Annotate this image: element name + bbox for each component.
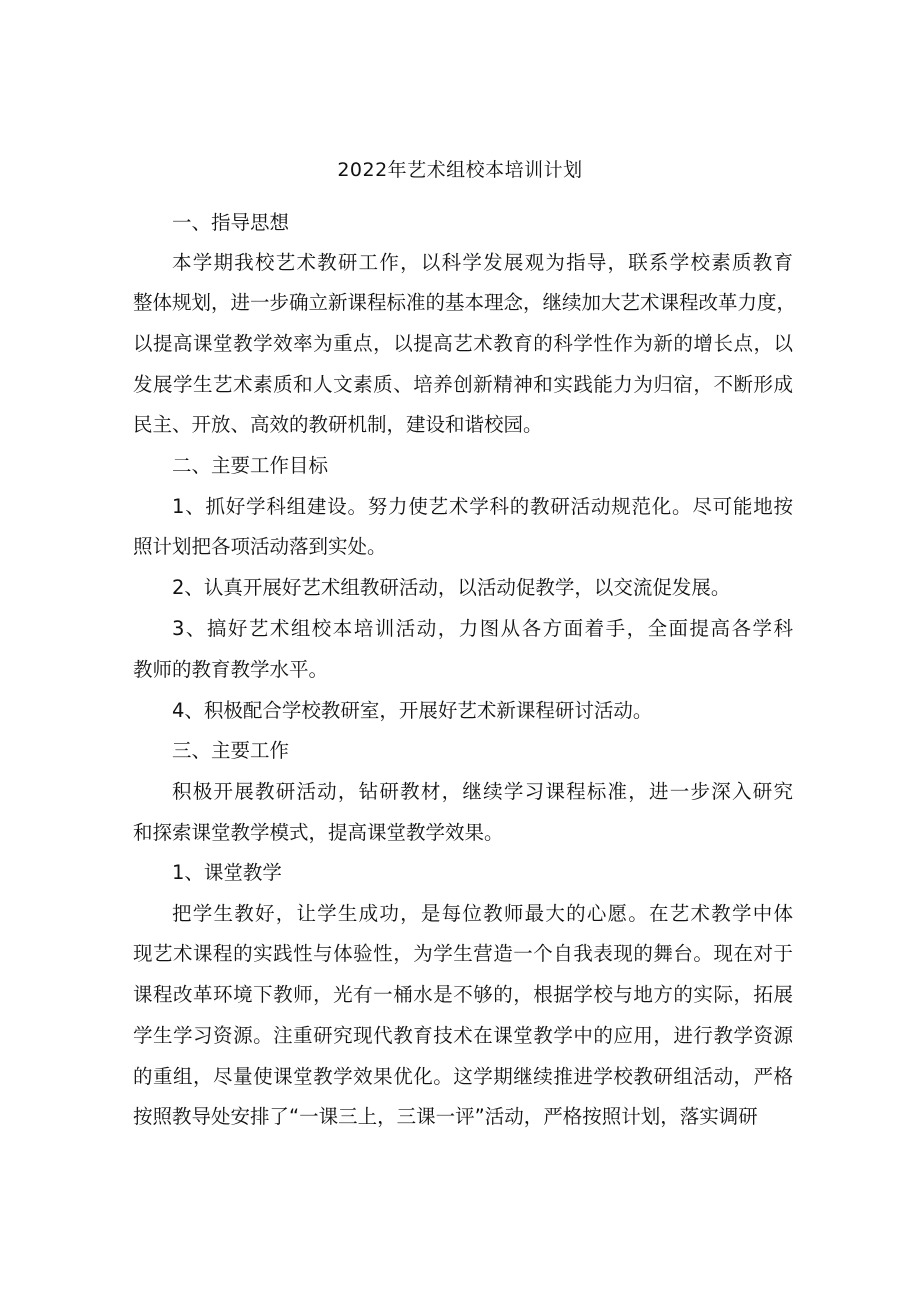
paragraph-line: 学生学习资源。注重研究现代教育技术在课堂教学中的应用，进行教学资源 xyxy=(133,1024,793,1047)
paragraph-line: 1、抓好学科组建设。努力使艺术学科的教研活动规范化。尽可能地按 xyxy=(172,495,793,518)
paragraph-line: 把学生教好，让学生成功，是每位教师最大的心愿。在艺术教学中体 xyxy=(172,902,793,925)
paragraph-line: 的重组，尽量使课堂教学效果优化。这学期继续推进学校教研组活动，严格 xyxy=(133,1065,793,1088)
paragraph-line: 民主、开放、高效的教研机制，建设和谐校园。 xyxy=(133,413,543,436)
paragraph-line: 2、认真开展好艺术组教研活动，以活动促教学，以交流促发展。 xyxy=(172,576,731,599)
paragraph-line: 现艺术课程的实践性与体验性，为学生营造一个自我表现的舞台。现在对于 xyxy=(133,942,793,965)
paragraph-line: 整体规划，进一步确立新课程标准的基本理念，继续加大艺术课程改革力度， xyxy=(133,291,797,314)
paragraph-line: 和探索课堂教学模式，提高课堂教学效果。 xyxy=(133,821,504,844)
paragraph-line: 4、积极配合学校教研室，开展好艺术新课程研讨活动。 xyxy=(172,699,653,722)
section-heading: 二、主要工作目标 xyxy=(172,454,329,477)
paragraph-line: 积极开展教研活动，钻研教材，继续学习课程标准，进一步深入研究 xyxy=(172,780,793,803)
paragraph-line: 本学期我校艺术教研工作，以科学发展观为指导，联系学校素质教育 xyxy=(172,251,793,274)
paragraph-line: 教师的教育教学水平。 xyxy=(133,658,329,681)
paragraph-line: 按照教导处安排了“一课三上，三课一评”活动，严格按照计划，落实调研 xyxy=(133,1105,758,1128)
section-heading: 1、课堂教学 xyxy=(172,861,282,884)
paragraph-line: 课程改革环境下教师，光有一桶水是不够的，根据学校与地方的实际，拓展 xyxy=(133,983,793,1006)
paragraph-line: 3、搞好艺术组校本培训活动，力图从各方面着手，全面提高各学科 xyxy=(172,617,793,640)
section-heading: 一、指导思想 xyxy=(172,211,290,234)
document-title: 2022年艺术组校本培训计划 xyxy=(337,159,583,181)
paragraph-line: 发展学生艺术素质和人文素质、培养创新精神和实践能力为归宿，不断形成 xyxy=(133,373,793,396)
paragraph-line: 照计划把各项活动落到实处。 xyxy=(133,535,387,558)
section-heading: 三、主要工作 xyxy=(172,739,290,762)
paragraph-line: 以提高课堂教学效率为重点，以提高艺术教育的科学性作为新的增长点，以 xyxy=(133,332,793,355)
